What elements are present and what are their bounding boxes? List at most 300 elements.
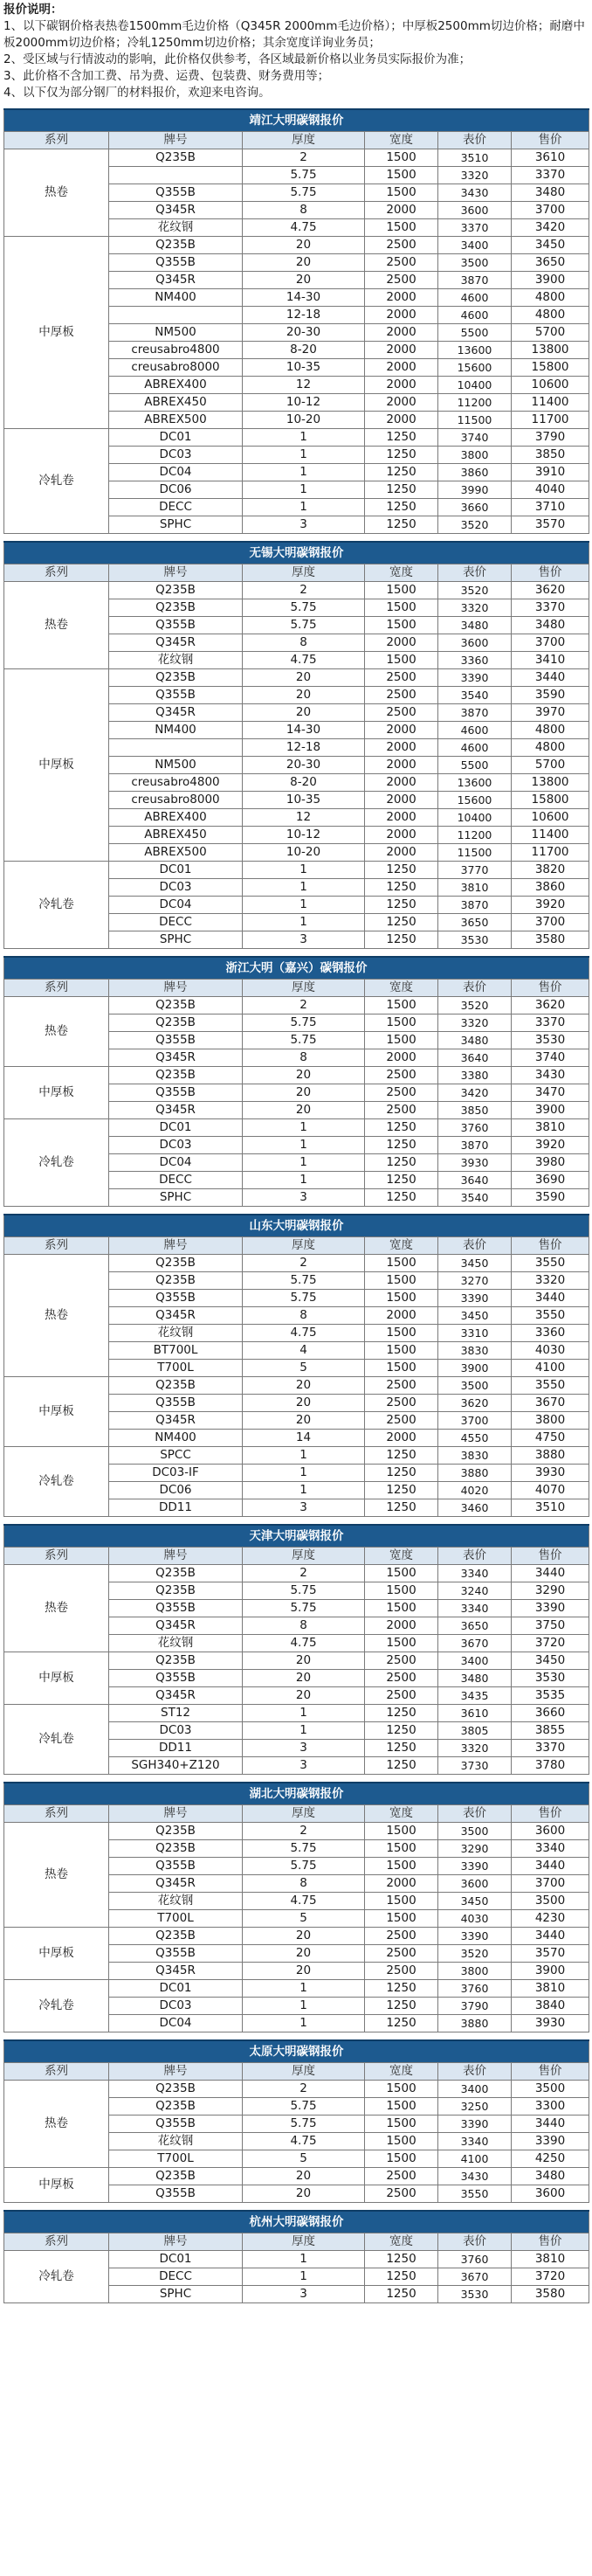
table-title: 浙江大明（嘉兴）碳钢报价 bbox=[4, 957, 589, 980]
table-title: 杭州大明碳钢报价 bbox=[4, 2211, 589, 2233]
thickness-cell: 20 bbox=[243, 1412, 365, 1430]
sale-price-cell: 3500 bbox=[512, 1893, 589, 1910]
thickness-cell: 1 bbox=[243, 897, 365, 914]
thickness-cell: 10-35 bbox=[243, 359, 365, 377]
table-title-row bbox=[4, 2040, 589, 2063]
table-row bbox=[4, 1652, 589, 1670]
column-header-list-price: 表价 bbox=[438, 1805, 512, 1823]
table-title: 太原大明碳钢报价 bbox=[4, 2040, 589, 2063]
width-cell: 1500 bbox=[365, 1360, 438, 1377]
table-spacer bbox=[0, 1775, 592, 1782]
series-cell: 冷轧卷 bbox=[4, 1447, 109, 1517]
grade-cell: SPHC bbox=[109, 516, 243, 534]
thickness-cell: 4.75 bbox=[243, 2133, 365, 2150]
grade-cell: NM400 bbox=[109, 289, 243, 307]
grade-cell: Q355B bbox=[109, 1032, 243, 1049]
thickness-cell: 3 bbox=[243, 1499, 365, 1517]
list-price-cell: 3450 bbox=[438, 1307, 512, 1325]
list-price-cell: 3420 bbox=[438, 1084, 512, 1102]
sale-price-cell: 3650 bbox=[512, 254, 589, 272]
sale-price-cell: 4040 bbox=[512, 481, 589, 499]
series-cell: 冷轧卷 bbox=[4, 1119, 109, 1207]
column-header-sale-price: 售价 bbox=[512, 2233, 589, 2251]
sale-price-cell: 3810 bbox=[512, 1980, 589, 1998]
width-cell: 1250 bbox=[365, 2268, 438, 2286]
list-price-cell: 3390 bbox=[438, 2116, 512, 2133]
grade-cell: DC03 bbox=[109, 879, 243, 897]
price-table bbox=[3, 2210, 589, 2303]
list-price-cell: 3320 bbox=[438, 167, 512, 184]
sale-price-cell: 3970 bbox=[512, 704, 589, 722]
list-price-cell: 3870 bbox=[438, 704, 512, 722]
grade-cell: 花纹钢 bbox=[109, 1893, 243, 1910]
thickness-cell: 20 bbox=[243, 2168, 365, 2185]
width-cell: 2000 bbox=[365, 202, 438, 219]
list-price-cell: 3360 bbox=[438, 652, 512, 669]
column-header-sale-price: 售价 bbox=[512, 564, 589, 582]
list-price-cell: 3500 bbox=[438, 254, 512, 272]
thickness-cell: 8 bbox=[243, 1617, 365, 1635]
column-header-series: 系列 bbox=[4, 1805, 109, 1823]
grade-cell: Q345R bbox=[109, 1049, 243, 1067]
width-cell: 1500 bbox=[365, 149, 438, 167]
sale-price-cell: 3300 bbox=[512, 2098, 589, 2116]
column-header-grade: 牌号 bbox=[109, 1805, 243, 1823]
thickness-cell: 8-20 bbox=[243, 774, 365, 792]
list-price-cell: 15600 bbox=[438, 792, 512, 809]
sale-price-cell: 3510 bbox=[512, 1499, 589, 1517]
series-cell: 中厚板 bbox=[4, 1067, 109, 1119]
thickness-cell: 5.75 bbox=[243, 184, 365, 202]
width-cell: 1250 bbox=[365, 464, 438, 481]
list-price-cell: 3520 bbox=[438, 997, 512, 1014]
sale-price-cell: 11400 bbox=[512, 394, 589, 412]
column-header-list-price: 表价 bbox=[438, 132, 512, 149]
price-table bbox=[3, 2039, 589, 2203]
series-cell: 中厚板 bbox=[4, 1652, 109, 1705]
price-table bbox=[3, 1782, 589, 2032]
sale-price-cell: 15800 bbox=[512, 792, 589, 809]
column-header-sale-price: 售价 bbox=[512, 980, 589, 997]
sale-price-cell: 3740 bbox=[512, 1049, 589, 1067]
sale-price-cell: 5700 bbox=[512, 324, 589, 342]
thickness-cell: 1 bbox=[243, 1465, 365, 1482]
thickness-cell: 4.75 bbox=[243, 1325, 365, 1342]
list-price-cell: 3870 bbox=[438, 1137, 512, 1154]
sale-price-cell: 3590 bbox=[512, 1189, 589, 1207]
column-header-list-price: 表价 bbox=[438, 1237, 512, 1255]
width-cell: 2000 bbox=[365, 792, 438, 809]
table-row bbox=[4, 1067, 589, 1084]
sale-price-cell: 3750 bbox=[512, 1617, 589, 1635]
table-row bbox=[4, 429, 589, 447]
sale-price-cell: 3980 bbox=[512, 1154, 589, 1172]
list-price-cell: 3430 bbox=[438, 2168, 512, 2185]
sale-price-cell: 3660 bbox=[512, 1705, 589, 1722]
thickness-cell: 8 bbox=[243, 1049, 365, 1067]
sale-price-cell: 3780 bbox=[512, 1757, 589, 1775]
list-price-cell: 3480 bbox=[438, 617, 512, 634]
width-cell: 1500 bbox=[365, 1032, 438, 1049]
column-header-sale-price: 售价 bbox=[512, 1237, 589, 1255]
series-cell: 中厚板 bbox=[4, 669, 109, 862]
sale-price-cell: 3790 bbox=[512, 429, 589, 447]
width-cell: 1500 bbox=[365, 2098, 438, 2116]
table-spacer bbox=[0, 534, 592, 541]
grade-cell bbox=[109, 739, 243, 757]
width-cell: 2000 bbox=[365, 324, 438, 342]
list-price-cell: 3600 bbox=[438, 202, 512, 219]
list-price-cell: 3660 bbox=[438, 499, 512, 516]
width-cell: 1250 bbox=[365, 516, 438, 534]
width-cell: 1500 bbox=[365, 2150, 438, 2168]
grade-cell: DC01 bbox=[109, 2251, 243, 2268]
series-cell: 冷轧卷 bbox=[4, 1705, 109, 1775]
width-cell: 1250 bbox=[365, 1137, 438, 1154]
grade-cell: SPHC bbox=[109, 2286, 243, 2303]
thickness-cell: 3 bbox=[243, 2286, 365, 2303]
list-price-cell: 3830 bbox=[438, 1342, 512, 1360]
list-price-cell: 3640 bbox=[438, 1049, 512, 1067]
grade-cell: Q235B bbox=[109, 1272, 243, 1290]
sale-price-cell: 3600 bbox=[512, 2185, 589, 2203]
list-price-cell: 3240 bbox=[438, 1582, 512, 1600]
column-header-row bbox=[4, 132, 589, 149]
table-title: 无锡大明碳钢报价 bbox=[4, 542, 589, 564]
thickness-cell: 5.75 bbox=[243, 617, 365, 634]
sale-price-cell: 3550 bbox=[512, 1307, 589, 1325]
sale-price-cell: 3620 bbox=[512, 582, 589, 599]
thickness-cell: 10-20 bbox=[243, 844, 365, 862]
width-cell: 2000 bbox=[365, 722, 438, 739]
grade-cell: T700L bbox=[109, 1360, 243, 1377]
list-price-cell: 4600 bbox=[438, 739, 512, 757]
sale-price-cell: 3470 bbox=[512, 1084, 589, 1102]
list-price-cell: 13600 bbox=[438, 342, 512, 359]
list-price-cell: 3650 bbox=[438, 1617, 512, 1635]
width-cell: 1500 bbox=[365, 219, 438, 237]
list-price-cell: 3770 bbox=[438, 862, 512, 879]
grade-cell: Q345R bbox=[109, 272, 243, 289]
grade-cell: creusabro8000 bbox=[109, 792, 243, 809]
width-cell: 1500 bbox=[365, 1858, 438, 1875]
column-header-grade: 牌号 bbox=[109, 1237, 243, 1255]
list-price-cell: 3610 bbox=[438, 1705, 512, 1722]
width-cell: 2000 bbox=[365, 1875, 438, 1893]
column-header-list-price: 表价 bbox=[438, 1548, 512, 1565]
width-cell: 1500 bbox=[365, 1342, 438, 1360]
grade-cell: Q355B bbox=[109, 1084, 243, 1102]
series-cell: 热卷 bbox=[4, 997, 109, 1067]
thickness-cell: 5.75 bbox=[243, 1858, 365, 1875]
thickness-cell: 10-12 bbox=[243, 394, 365, 412]
list-price-cell: 3730 bbox=[438, 1757, 512, 1775]
grade-cell: Q355B bbox=[109, 184, 243, 202]
price-table bbox=[3, 1524, 589, 1775]
sale-price-cell: 3500 bbox=[512, 2081, 589, 2098]
column-header-width: 宽度 bbox=[365, 132, 438, 149]
grade-cell: ABREX450 bbox=[109, 827, 243, 844]
grade-cell: DC03 bbox=[109, 447, 243, 464]
sale-price-cell: 3600 bbox=[512, 1823, 589, 1840]
thickness-cell: 3 bbox=[243, 1757, 365, 1775]
thickness-cell: 14-30 bbox=[243, 722, 365, 739]
sale-price-cell: 3535 bbox=[512, 1687, 589, 1705]
grade-cell: Q235B bbox=[109, 582, 243, 599]
thickness-cell: 1 bbox=[243, 481, 365, 499]
sale-price-cell: 3450 bbox=[512, 1652, 589, 1670]
width-cell: 1500 bbox=[365, 652, 438, 669]
thickness-cell: 8-20 bbox=[243, 342, 365, 359]
width-cell: 1500 bbox=[365, 2116, 438, 2133]
width-cell: 1250 bbox=[365, 429, 438, 447]
column-header-list-price: 表价 bbox=[438, 564, 512, 582]
sale-price-cell: 4800 bbox=[512, 289, 589, 307]
list-price-cell: 3430 bbox=[438, 184, 512, 202]
grade-cell: BT700L bbox=[109, 1342, 243, 1360]
width-cell: 2500 bbox=[365, 687, 438, 704]
list-price-cell: 3450 bbox=[438, 1893, 512, 1910]
grade-cell: DC01 bbox=[109, 862, 243, 879]
column-header-width: 宽度 bbox=[365, 2233, 438, 2251]
list-price-cell: 4600 bbox=[438, 289, 512, 307]
sale-price-cell: 4100 bbox=[512, 1360, 589, 1377]
column-header-series: 系列 bbox=[4, 132, 109, 149]
grade-cell: Q235B bbox=[109, 997, 243, 1014]
grade-cell: Q355B bbox=[109, 617, 243, 634]
table-title: 靖江大明碳钢报价 bbox=[4, 109, 589, 132]
column-header-row bbox=[4, 2233, 589, 2251]
sale-price-cell: 4030 bbox=[512, 1342, 589, 1360]
table-row bbox=[4, 1928, 589, 1945]
list-price-cell: 3830 bbox=[438, 1447, 512, 1465]
list-price-cell: 3390 bbox=[438, 1290, 512, 1307]
sale-price-cell: 13800 bbox=[512, 342, 589, 359]
list-price-cell: 3810 bbox=[438, 879, 512, 897]
width-cell: 1500 bbox=[365, 1893, 438, 1910]
column-header-row bbox=[4, 1805, 589, 1823]
sale-price-cell: 3440 bbox=[512, 669, 589, 687]
grade-cell: Q235B bbox=[109, 1652, 243, 1670]
sale-price-cell: 3720 bbox=[512, 2268, 589, 2286]
price-notes bbox=[0, 0, 592, 101]
width-cell: 1250 bbox=[365, 1447, 438, 1465]
width-cell: 2000 bbox=[365, 757, 438, 774]
grade-cell: Q235B bbox=[109, 1255, 243, 1272]
series-cell: 冷轧卷 bbox=[4, 429, 109, 534]
width-cell: 2500 bbox=[365, 704, 438, 722]
width-cell: 1250 bbox=[365, 1499, 438, 1517]
column-header-series: 系列 bbox=[4, 1237, 109, 1255]
thickness-cell: 20-30 bbox=[243, 324, 365, 342]
thickness-cell: 1 bbox=[243, 1980, 365, 1998]
grade-cell: Q355B bbox=[109, 1600, 243, 1617]
column-header-row bbox=[4, 1237, 589, 1255]
column-header-thickness: 厚度 bbox=[243, 1237, 365, 1255]
grade-cell: Q355B bbox=[109, 1290, 243, 1307]
list-price-cell: 3390 bbox=[438, 1858, 512, 1875]
width-cell: 2500 bbox=[365, 272, 438, 289]
sale-price-cell: 3390 bbox=[512, 2133, 589, 2150]
width-cell: 1500 bbox=[365, 617, 438, 634]
sale-price-cell: 3610 bbox=[512, 149, 589, 167]
sale-price-cell: 3570 bbox=[512, 516, 589, 534]
table-row bbox=[4, 862, 589, 879]
list-price-cell: 3550 bbox=[438, 2185, 512, 2203]
table-spacer bbox=[0, 2203, 592, 2210]
list-price-cell: 3600 bbox=[438, 634, 512, 652]
thickness-cell: 12-18 bbox=[243, 307, 365, 324]
width-cell: 2500 bbox=[365, 669, 438, 687]
grade-cell: Q235B bbox=[109, 2081, 243, 2098]
grade-cell: Q355B bbox=[109, 1670, 243, 1687]
thickness-cell: 12-18 bbox=[243, 739, 365, 757]
series-cell: 冷轧卷 bbox=[4, 862, 109, 949]
grade-cell: NM500 bbox=[109, 757, 243, 774]
width-cell: 1500 bbox=[365, 1290, 438, 1307]
sale-price-cell: 11700 bbox=[512, 844, 589, 862]
width-cell: 1250 bbox=[365, 447, 438, 464]
thickness-cell: 1 bbox=[243, 1119, 365, 1137]
table-title: 天津大明碳钢报价 bbox=[4, 1525, 589, 1548]
width-cell: 1250 bbox=[365, 1980, 438, 1998]
thickness-cell: 1 bbox=[243, 1705, 365, 1722]
sale-price-cell: 3440 bbox=[512, 2116, 589, 2133]
table-row bbox=[4, 1447, 589, 1465]
width-cell: 2000 bbox=[365, 289, 438, 307]
width-cell: 1500 bbox=[365, 1565, 438, 1582]
thickness-cell: 5.75 bbox=[243, 1600, 365, 1617]
column-header-series: 系列 bbox=[4, 2233, 109, 2251]
thickness-cell: 20 bbox=[243, 687, 365, 704]
grade-cell: Q345R bbox=[109, 1412, 243, 1430]
grade-cell: Q235B bbox=[109, 1377, 243, 1395]
width-cell: 2500 bbox=[365, 1102, 438, 1119]
sale-price-cell: 3440 bbox=[512, 1565, 589, 1582]
table-title-row bbox=[4, 542, 589, 564]
thickness-cell: 14 bbox=[243, 1430, 365, 1447]
list-price-cell: 10400 bbox=[438, 377, 512, 394]
thickness-cell: 20 bbox=[243, 1067, 365, 1084]
thickness-cell: 5 bbox=[243, 1360, 365, 1377]
list-price-cell: 3870 bbox=[438, 272, 512, 289]
grade-cell: DC01 bbox=[109, 1119, 243, 1137]
thickness-cell: 4.75 bbox=[243, 1635, 365, 1652]
sale-price-cell: 3720 bbox=[512, 1635, 589, 1652]
grade-cell: DD11 bbox=[109, 1740, 243, 1757]
sale-price-cell: 3930 bbox=[512, 1465, 589, 1482]
thickness-cell: 10-12 bbox=[243, 827, 365, 844]
sale-price-cell: 10600 bbox=[512, 377, 589, 394]
table-row bbox=[4, 582, 589, 599]
sale-price-cell: 4250 bbox=[512, 2150, 589, 2168]
list-price-cell: 3500 bbox=[438, 1377, 512, 1395]
grade-cell: Q235B bbox=[109, 1928, 243, 1945]
list-price-cell: 15600 bbox=[438, 359, 512, 377]
grade-cell: 花纹钢 bbox=[109, 219, 243, 237]
grade-cell: Q345R bbox=[109, 634, 243, 652]
column-header-sale-price: 售价 bbox=[512, 132, 589, 149]
grade-cell: ABREX450 bbox=[109, 394, 243, 412]
sale-price-cell: 3370 bbox=[512, 1740, 589, 1757]
width-cell: 1250 bbox=[365, 1757, 438, 1775]
note-line: 4、以下仅为部分钢厂的材料报价，欢迎来电咨询。 bbox=[3, 86, 271, 100]
list-price-cell: 3400 bbox=[438, 237, 512, 254]
table-row bbox=[4, 1377, 589, 1395]
width-cell: 1250 bbox=[365, 1172, 438, 1189]
grade-cell: DC04 bbox=[109, 1154, 243, 1172]
width-cell: 2500 bbox=[365, 1652, 438, 1670]
sale-price-cell: 3390 bbox=[512, 1600, 589, 1617]
sale-price-cell: 3900 bbox=[512, 1963, 589, 1980]
width-cell: 1500 bbox=[365, 184, 438, 202]
grade-cell: DECC bbox=[109, 2268, 243, 2286]
list-price-cell: 3390 bbox=[438, 669, 512, 687]
column-header-grade: 牌号 bbox=[109, 564, 243, 582]
sale-price-cell: 3590 bbox=[512, 687, 589, 704]
width-cell: 2000 bbox=[365, 1307, 438, 1325]
width-cell: 2000 bbox=[365, 739, 438, 757]
grade-cell: creusabro8000 bbox=[109, 359, 243, 377]
sale-price-cell: 3910 bbox=[512, 464, 589, 481]
thickness-cell: 1 bbox=[243, 429, 365, 447]
grade-cell: creusabro4800 bbox=[109, 774, 243, 792]
thickness-cell: 20 bbox=[243, 272, 365, 289]
grade-cell: creusabro4800 bbox=[109, 342, 243, 359]
width-cell: 1250 bbox=[365, 1740, 438, 1757]
sale-price-cell: 4800 bbox=[512, 739, 589, 757]
table-row bbox=[4, 669, 589, 687]
width-cell: 2500 bbox=[365, 1928, 438, 1945]
grade-cell: ABREX400 bbox=[109, 377, 243, 394]
grade-cell: DD11 bbox=[109, 1499, 243, 1517]
list-price-cell: 4030 bbox=[438, 1910, 512, 1928]
sale-price-cell: 3900 bbox=[512, 1102, 589, 1119]
sale-price-cell: 3430 bbox=[512, 1067, 589, 1084]
column-header-thickness: 厚度 bbox=[243, 980, 365, 997]
sale-price-cell: 3550 bbox=[512, 1377, 589, 1395]
sale-price-cell: 3370 bbox=[512, 167, 589, 184]
width-cell: 2000 bbox=[365, 774, 438, 792]
width-cell: 2000 bbox=[365, 844, 438, 862]
sale-price-cell: 5700 bbox=[512, 757, 589, 774]
width-cell: 2500 bbox=[365, 254, 438, 272]
thickness-cell: 14-30 bbox=[243, 289, 365, 307]
grade-cell: ABREX400 bbox=[109, 809, 243, 827]
list-price-cell: 3540 bbox=[438, 687, 512, 704]
table-row bbox=[4, 1980, 589, 1998]
grade-cell: Q235B bbox=[109, 1840, 243, 1858]
sale-price-cell: 3570 bbox=[512, 1945, 589, 1963]
column-header-thickness: 厚度 bbox=[243, 132, 365, 149]
grade-cell: Q235B bbox=[109, 2168, 243, 2185]
column-header-series: 系列 bbox=[4, 564, 109, 582]
thickness-cell: 5 bbox=[243, 2150, 365, 2168]
width-cell: 2000 bbox=[365, 809, 438, 827]
thickness-cell: 2 bbox=[243, 582, 365, 599]
list-price-cell: 3400 bbox=[438, 2081, 512, 2098]
table-title-row bbox=[4, 2211, 589, 2233]
sale-price-cell: 3670 bbox=[512, 1395, 589, 1412]
width-cell: 2000 bbox=[365, 359, 438, 377]
grade-cell: Q235B bbox=[109, 1014, 243, 1032]
thickness-cell: 20 bbox=[243, 669, 365, 687]
column-header-width: 宽度 bbox=[365, 564, 438, 582]
width-cell: 1500 bbox=[365, 1014, 438, 1032]
thickness-cell: 5.75 bbox=[243, 1840, 365, 1858]
width-cell: 1500 bbox=[365, 582, 438, 599]
grade-cell: DC01 bbox=[109, 429, 243, 447]
